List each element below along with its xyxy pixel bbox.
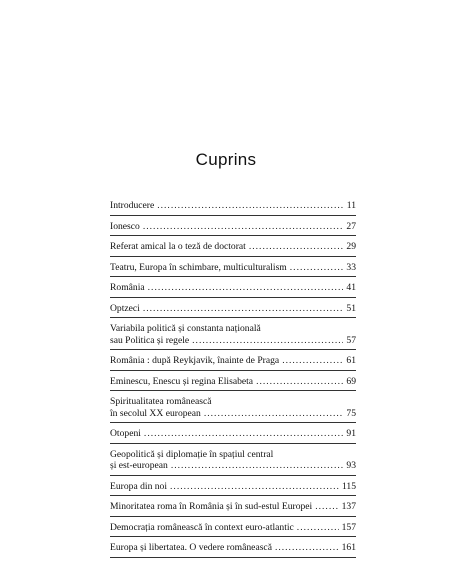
toc-entry-page: 61 [346,355,356,366]
dot-leader [143,303,344,315]
toc-entry-page: 91 [346,428,356,439]
dot-leader [192,335,343,347]
toc-entry-page: 33 [346,261,356,273]
toc-entry-title: Europa și libertatea. O vedere românească [110,542,272,553]
toc-entry-title: Variabila politică și constanta națională [110,323,261,334]
toc-entry [110,371,356,392]
dot-leader [170,481,339,493]
table-of-contents [110,195,356,558]
toc-entry [110,318,356,350]
toc-entry [110,444,356,476]
toc-entry [110,216,356,237]
toc-entry [110,391,356,423]
toc-entry-title: Ionesco [110,220,140,232]
toc-entry-title-continued: și est-european [110,460,168,471]
dot-leader [297,522,339,534]
toc-entry-title: Otopeni [110,428,141,439]
toc-entry-page: 161 [341,542,356,553]
toc-entry-title: România [110,282,145,293]
toc-entry-page: 93 [346,460,356,471]
dot-leader [144,428,343,440]
toc-entry [110,298,356,319]
dot-leader [171,460,344,472]
toc-entry-page: 157 [341,521,356,533]
toc-entry-title: Europa din noi [110,480,168,492]
toc-entry-title: Optzeci [110,302,140,314]
page-title: Cuprins [195,150,257,169]
dot-leader [275,542,339,554]
toc-entry [110,236,356,257]
toc-entry-title: Minoritatea roma în România și în sud-estul Europei [110,501,313,512]
toc-entry-page: 137 [341,501,356,512]
dot-leader [315,501,338,513]
toc-entry [110,350,356,371]
toc-entry [110,257,356,278]
toc-entry-page: 27 [346,220,356,232]
toc-entry-title-continued: în secolul XX european [110,407,201,419]
toc-entry-title: Spiritualitatea românească [110,396,212,407]
toc-entry [110,277,356,298]
dot-leader [282,355,343,367]
toc-entry-title: Referat amical la o teză de doctorat [110,241,246,252]
toc-entry-title: Introducere [110,200,155,211]
toc-entry-title: Democrația românească în context euro-atlantic [110,521,294,533]
toc-entry [110,195,356,216]
toc-entry-title: România : după Reykjavik, înainte de Praga [110,355,280,366]
toc-entry-title: Eminescu, Enescu și regina Elisabeta [110,375,254,387]
toc-entry [110,517,356,538]
toc-entry [110,423,356,444]
toc-entry-page: 57 [346,334,356,346]
dot-leader [143,221,344,233]
toc-entry-title-continued: sau Politica și regele [110,334,190,346]
dot-leader [290,262,344,274]
toc-entry [110,476,356,497]
dot-leader [157,200,344,212]
toc-entry-page: 29 [346,241,356,252]
toc-entry [110,496,356,517]
dot-leader [256,376,343,388]
toc-entry-page: 115 [341,480,356,492]
dot-leader [204,408,344,420]
toc-entry-title: Teatru, Europa în schimbare, multiculturalism [110,261,287,273]
toc-entry [110,537,356,558]
toc-entry-title: Geopolitică și diplomație în spațiul central [110,448,274,460]
toc-entry-page: 75 [346,407,356,419]
dot-leader [249,241,344,253]
toc-entry-page: 41 [346,282,356,293]
toc-entry-page: 11 [346,200,356,211]
dot-leader [148,282,344,294]
toc-entry-page: 51 [346,302,356,314]
toc-entry-page: 69 [346,375,356,387]
